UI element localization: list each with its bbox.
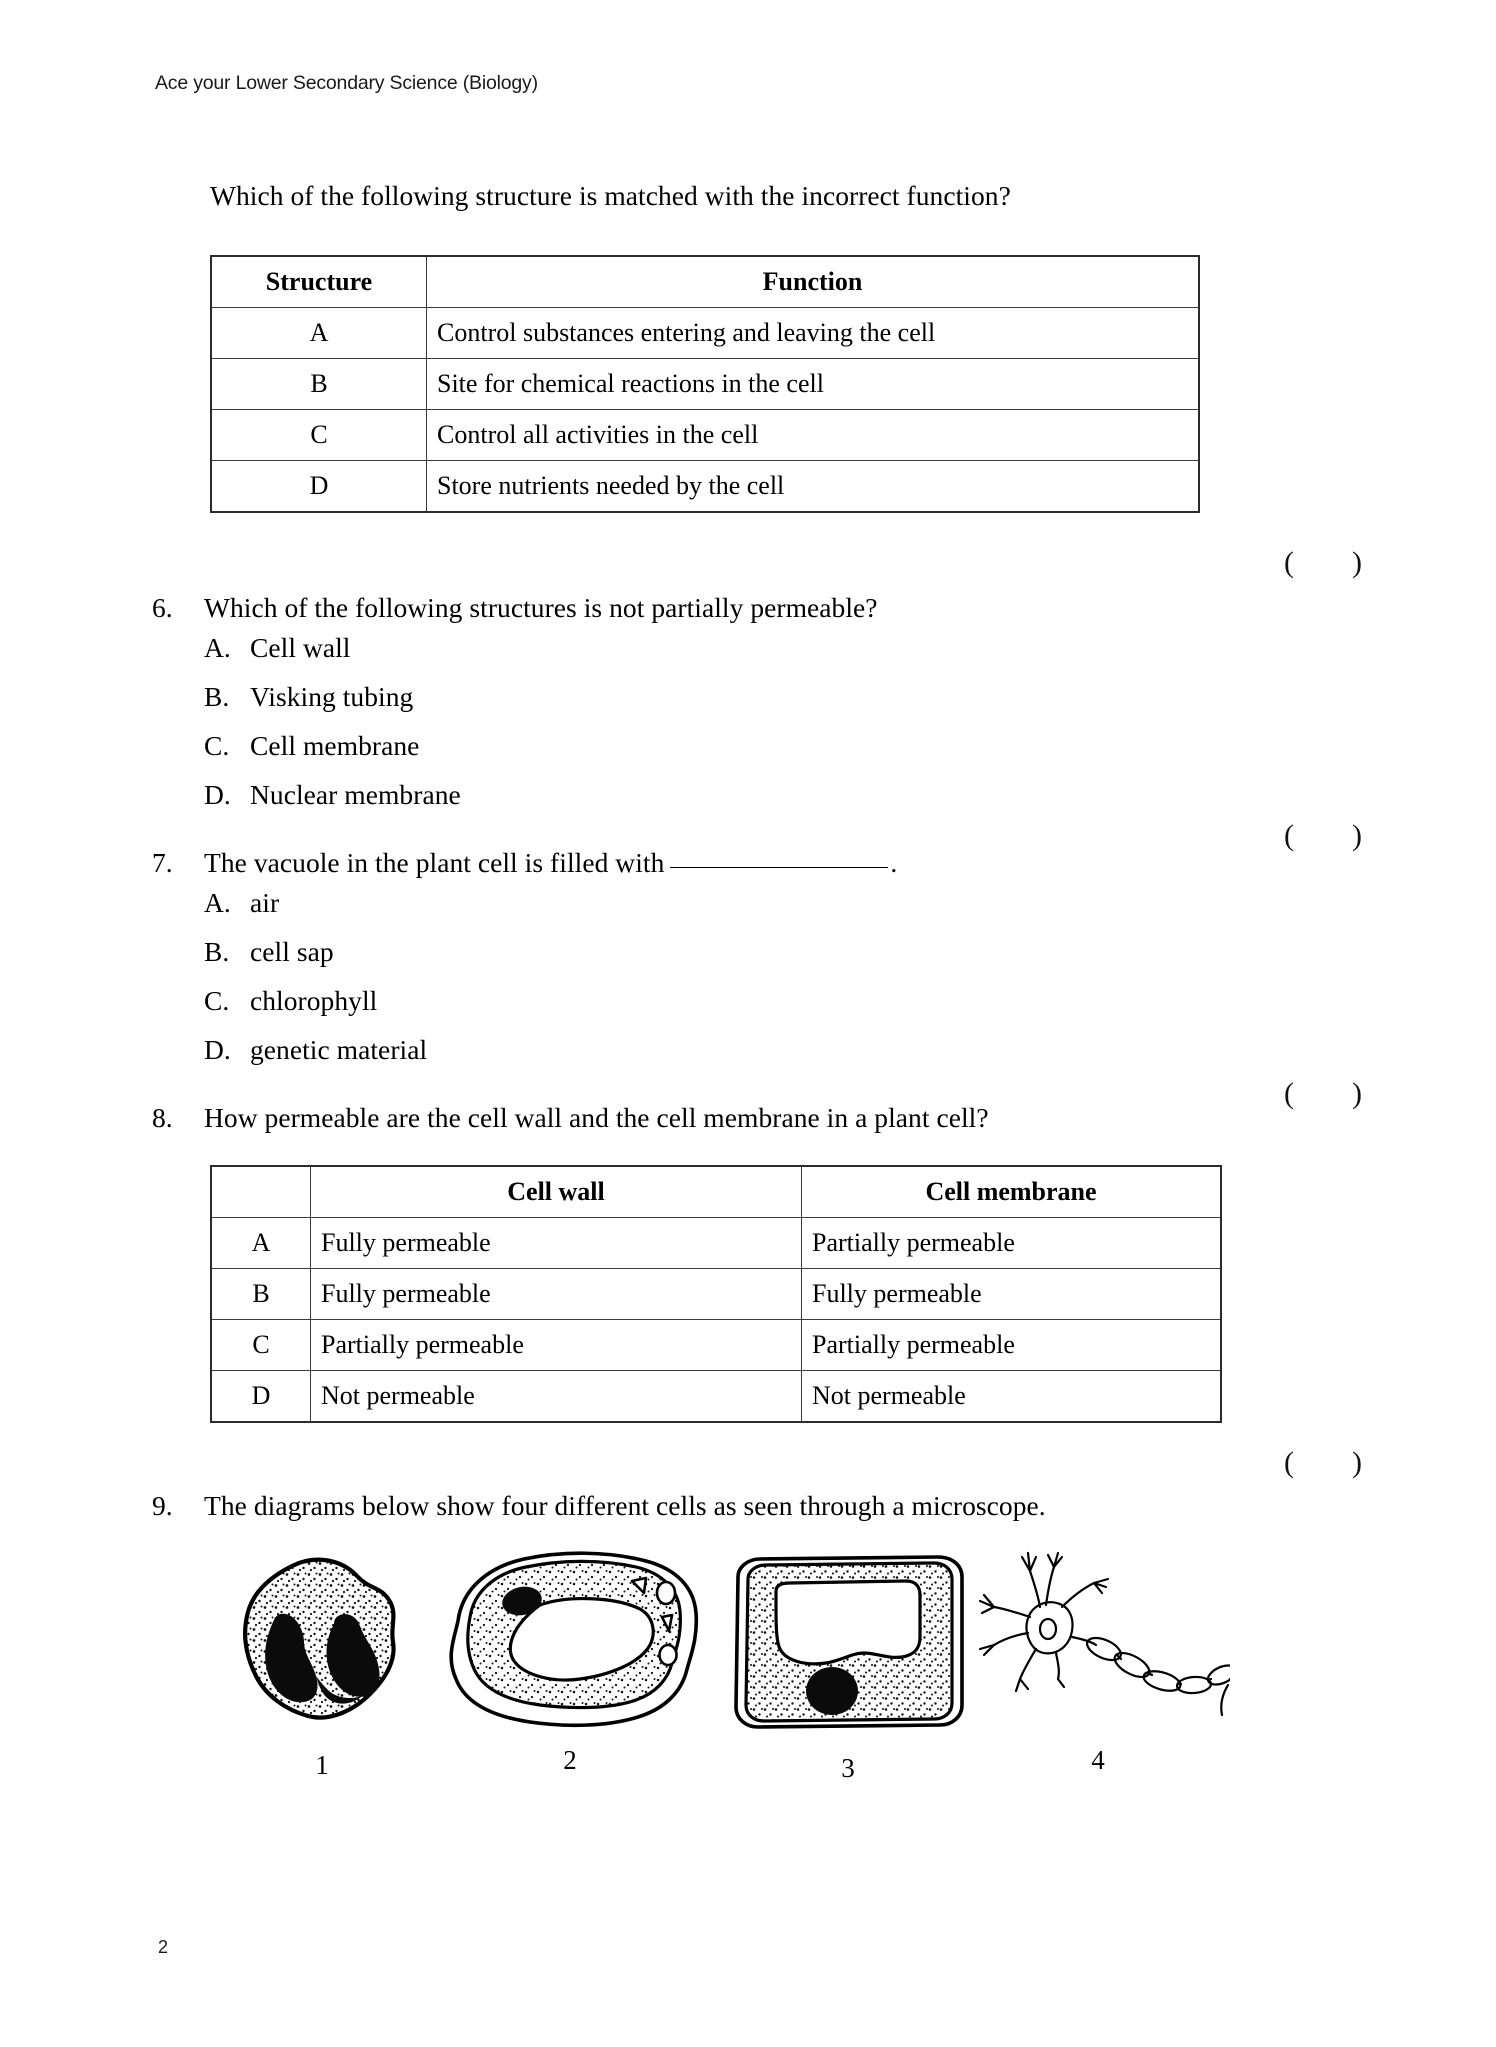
plant-cell-irregular-icon — [440, 1545, 700, 1745]
question-6-number: 6. — [152, 592, 173, 623]
table-q8-header-blank — [211, 1166, 311, 1218]
bracket-open: ( — [1284, 819, 1294, 852]
question-8-stem: How permeable are the cell wall and the cell membrane in a plant cell? — [204, 1102, 989, 1133]
figure-caption-3: 3 — [841, 1753, 855, 1783]
question-6-option-c[interactable] — [152, 730, 878, 779]
question-7-stem-after-blank: . — [890, 847, 898, 878]
table-row — [211, 359, 1199, 410]
question-9-number: 9. — [152, 1490, 173, 1521]
figure-plant-cell-irregular — [440, 1545, 700, 1775]
table-q8-row-a-key: A — [211, 1218, 311, 1269]
table-q5-row-d-key: D — [211, 461, 427, 513]
table-q8-row-c-cell-membrane: Partially permeable — [802, 1320, 1222, 1371]
question-7-option-a[interactable] — [152, 887, 897, 936]
question-6-option-a[interactable] — [152, 632, 878, 681]
question-9-figure-group — [200, 1545, 1300, 1845]
option-label: Nuclear membrane — [250, 779, 461, 811]
table-q8-header-cell-membrane: Cell membrane — [802, 1166, 1222, 1218]
question-6 — [152, 590, 878, 828]
option-label: Cell wall — [250, 632, 351, 664]
bracket-close: ) — [1352, 1446, 1362, 1479]
option-label: Cell membrane — [250, 730, 420, 762]
option-label: genetic material — [250, 1034, 428, 1066]
question-7-options — [152, 887, 897, 1083]
running-header: Ace your Lower Secondary Science (Biology) — [155, 72, 538, 94]
table-q8-row-c-key: C — [211, 1320, 311, 1371]
option-letter: A. — [204, 632, 231, 664]
table-row — [211, 1218, 1221, 1269]
question-5-table — [210, 255, 1200, 513]
question-6-option-d[interactable] — [152, 779, 878, 828]
answer-bracket-question-8[interactable] — [1254, 1412, 1362, 1514]
figure-caption-1: 1 — [315, 1750, 329, 1780]
bracket-close: ) — [1352, 1077, 1362, 1110]
question-8-table — [210, 1165, 1222, 1423]
bracket-open: ( — [1284, 1077, 1294, 1110]
table-q5-row-b-key: B — [211, 359, 427, 410]
table-q8-row-c-cell-wall: Partially permeable — [311, 1320, 802, 1371]
table-q5-row-a-function: Control substances entering and leaving the cell — [427, 308, 1200, 359]
question-7-option-b[interactable] — [152, 936, 897, 985]
table-q5-row-b-function: Site for chemical reactions in the cell — [427, 359, 1200, 410]
question-9 — [152, 1488, 1046, 1524]
table-row — [211, 410, 1199, 461]
option-letter: C. — [204, 985, 230, 1017]
question-9-stem-row — [152, 1488, 1046, 1524]
table-row — [211, 461, 1199, 513]
table-q8-row-d-key: D — [211, 1371, 311, 1423]
table-q8-row-b-key: B — [211, 1269, 311, 1320]
figure-caption-4: 4 — [1091, 1745, 1105, 1775]
question-7 — [152, 845, 897, 1083]
table-q8-row-b-cell-membrane: Fully permeable — [802, 1269, 1222, 1320]
table-q8-row-d-cell-membrane: Not permeable — [802, 1371, 1222, 1423]
option-label: air — [250, 887, 280, 919]
question-8 — [152, 1100, 989, 1136]
question-5-stem-row — [210, 178, 1011, 214]
question-6-stem-row — [152, 590, 878, 626]
table-q8-row-a-cell-membrane: Partially permeable — [802, 1218, 1222, 1269]
question-7-option-d[interactable] — [152, 1034, 897, 1083]
question-7-number: 7. — [152, 847, 173, 878]
table-q5-row-d-function: Store nutrients needed by the cell — [427, 461, 1200, 513]
page-number: 2 — [158, 1937, 169, 1957]
bracket-open: ( — [1284, 546, 1294, 579]
question-6-stem: Which of the following structures is not partially permeable? — [204, 592, 878, 623]
question-8-stem-row — [152, 1100, 989, 1136]
option-label: Visking tubing — [250, 681, 414, 713]
question-6-option-b[interactable] — [152, 681, 878, 730]
answer-bracket-question-5[interactable] — [1254, 512, 1362, 614]
table-row — [211, 308, 1199, 359]
table-row — [211, 1320, 1221, 1371]
white-blood-cell-icon — [230, 1550, 420, 1740]
table-q8-header-cell-wall: Cell wall — [311, 1166, 802, 1218]
option-letter: A. — [204, 887, 231, 919]
figure-plant-cell-rectangular — [730, 1553, 970, 1783]
figure-caption-2: 2 — [563, 1745, 577, 1775]
table-q5-row-c-function: Control all activities in the cell — [427, 410, 1200, 461]
nerve-cell-icon — [970, 1545, 1230, 1745]
answer-bracket-question-6[interactable] — [1254, 785, 1362, 887]
table-q8-row-a-cell-wall: Fully permeable — [311, 1218, 802, 1269]
bracket-close: ) — [1352, 546, 1362, 579]
table-row — [211, 1269, 1221, 1320]
table-header-row — [211, 256, 1199, 308]
table-q5-header-structure: Structure — [211, 256, 427, 308]
question-6-options — [152, 632, 878, 828]
bracket-close: ) — [1352, 819, 1362, 852]
table-q8-row-d-cell-wall: Not permeable — [311, 1371, 802, 1423]
option-letter: B. — [204, 936, 230, 968]
question-7-stem-before-blank: The vacuole in the plant cell is filled with — [204, 847, 665, 878]
question-7-stem — [204, 845, 897, 881]
option-label: cell sap — [250, 936, 334, 968]
question-7-option-c[interactable] — [152, 985, 897, 1034]
option-label: chlorophyll — [250, 985, 378, 1017]
answer-bracket-question-7[interactable] — [1254, 1043, 1362, 1145]
option-letter: C. — [204, 730, 230, 762]
question-8-number: 8. — [152, 1102, 173, 1133]
option-letter: D. — [204, 779, 231, 811]
table-row — [211, 1371, 1221, 1423]
table-q5-header-function: Function — [427, 256, 1200, 308]
plant-cell-rectangular-icon — [730, 1553, 970, 1743]
figure-white-blood-cell — [230, 1550, 420, 1780]
option-letter: B. — [204, 681, 230, 713]
table-q5-row-a-key: A — [211, 308, 427, 359]
table-q8-row-b-cell-wall: Fully permeable — [311, 1269, 802, 1320]
option-letter: D. — [204, 1034, 231, 1066]
figure-nerve-cell — [970, 1545, 1230, 1775]
bracket-open: ( — [1284, 1446, 1294, 1479]
table-header-row — [211, 1166, 1221, 1218]
question-7-stem-row — [152, 845, 897, 881]
question-7-answer-blank[interactable] — [670, 867, 888, 868]
question-9-stem: The diagrams below show four different cells as seen through a microscope. — [204, 1490, 1046, 1521]
question-5-stem: Which of the following structure is matched with the incorrect function? — [210, 180, 1011, 211]
table-q5-row-c-key: C — [211, 410, 427, 461]
